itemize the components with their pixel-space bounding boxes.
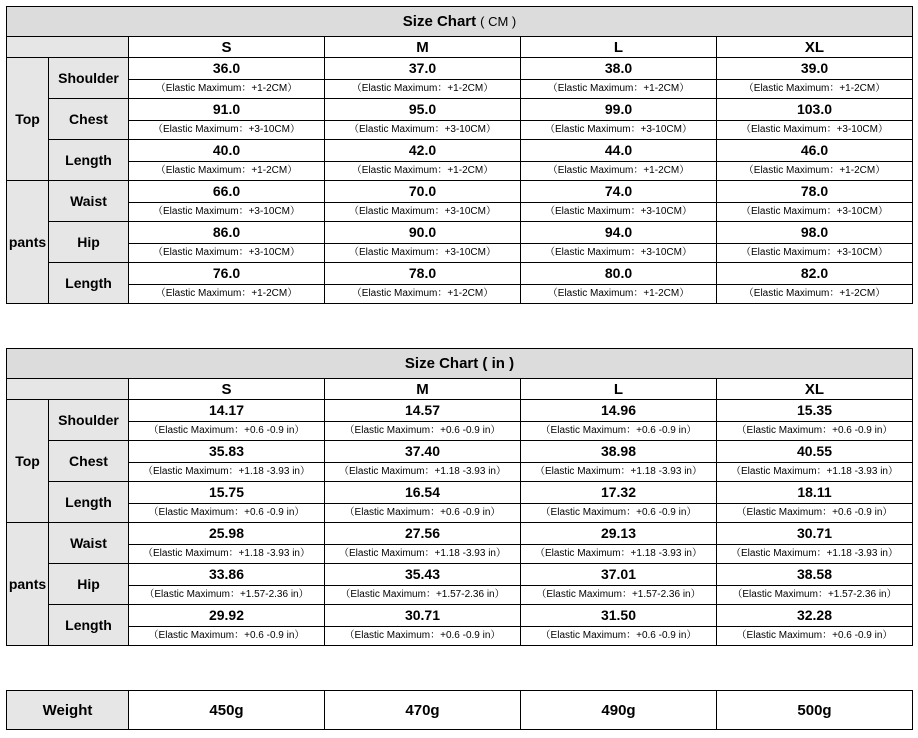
cm-measure-cell: [325, 263, 521, 304]
size-chart-in: [6, 348, 913, 646]
cm-elastic-note: （Elastic Maximum：+3-10CM）: [129, 243, 324, 262]
cm-measure-value: 76.0: [212, 265, 241, 281]
cm-measure-value: 99.0: [604, 101, 633, 117]
in-elastic-note: （Elastic Maximum：+0.6 -0.9 in）: [129, 503, 324, 522]
in-elastic-note: （Elastic Maximum：+1.18 -3.93 in）: [521, 462, 716, 481]
in-measure-value: 35.43: [404, 566, 441, 582]
weight-row: [7, 691, 913, 730]
in-measure-label: Length: [49, 605, 129, 646]
in-measure-value: 33.86: [208, 566, 245, 582]
in-elastic-note: （Elastic Maximum：+0.6 -0.9 in）: [325, 421, 520, 440]
cm-elastic-note: （Elastic Maximum：+1-2CM）: [325, 284, 520, 303]
in-elastic-note: （Elastic Maximum：+1.57-2.36 in）: [717, 585, 912, 604]
in-measure-value: 30.71: [796, 525, 833, 541]
in-measure-cell: [521, 564, 717, 605]
cm-measure-value: 66.0: [212, 183, 241, 199]
in-measure-cell: [717, 441, 913, 482]
cm-elastic-note: （Elastic Maximum：+3-10CM）: [521, 202, 716, 221]
cm-measure-value: 103.0: [796, 101, 833, 117]
cm-measure-cell: [521, 222, 717, 263]
in-elastic-note: （Elastic Maximum：+1.18 -3.93 in）: [717, 544, 912, 563]
cm-measure-cell: [129, 99, 325, 140]
cm-measure-row: [7, 99, 913, 140]
cm-measure-value: 91.0: [212, 101, 241, 117]
in-measure-row: [7, 441, 913, 482]
cm-elastic-note: （Elastic Maximum：+3-10CM）: [325, 120, 520, 139]
in-elastic-note: （Elastic Maximum：+0.6 -0.9 in）: [129, 421, 324, 440]
in-measure-cell: [129, 523, 325, 564]
cm-elastic-note: （Elastic Maximum：+3-10CM）: [717, 120, 912, 139]
cm-measure-value: 40.0: [212, 142, 241, 158]
cm-measure-value: 80.0: [604, 265, 633, 281]
in-elastic-note: （Elastic Maximum：+1.18 -3.93 in）: [129, 544, 324, 563]
in-measure-value: 14.17: [208, 402, 245, 418]
in-size-header-row: [7, 379, 913, 400]
cm-measure-cell: [129, 263, 325, 304]
in-measure-value: 18.11: [797, 484, 832, 500]
cm-measure-cell: [129, 140, 325, 181]
cm-measure-cell: [717, 222, 913, 263]
in-measure-cell: [717, 482, 913, 523]
in-size-header: L: [521, 379, 717, 400]
cm-elastic-note: （Elastic Maximum：+1-2CM）: [325, 161, 520, 180]
in-measure-label: Length: [49, 482, 129, 523]
in-chart-title: [7, 349, 913, 379]
weight-table: [6, 690, 913, 730]
in-measure-label: Waist: [49, 523, 129, 564]
cm-title-text: Size Chart: [402, 13, 477, 30]
in-measure-cell: [325, 441, 521, 482]
cm-measure-value: 37.0: [408, 60, 437, 76]
in-elastic-note: （Elastic Maximum：+0.6 -0.9 in）: [717, 626, 912, 645]
in-measure-cell: [325, 564, 521, 605]
in-measure-cell: [521, 523, 717, 564]
cm-elastic-note: （Elastic Maximum：+1-2CM）: [129, 79, 324, 98]
cm-measure-cell: [717, 263, 913, 304]
in-measure-value: 31.50: [600, 607, 637, 623]
cm-elastic-note: （Elastic Maximum：+1-2CM）: [129, 161, 324, 180]
cm-size-header: XL: [717, 37, 913, 58]
in-elastic-note: （Elastic Maximum：+1.18 -3.93 in）: [129, 462, 324, 481]
cm-measure-value: 42.0: [408, 142, 437, 158]
in-measure-cell: [717, 605, 913, 646]
cm-measure-value: 82.0: [800, 265, 829, 281]
in-size-header: S: [129, 379, 325, 400]
in-measure-cell: [521, 400, 717, 441]
cm-measure-row: [7, 181, 913, 222]
in-measure-cell: [129, 482, 325, 523]
in-measure-value: 29.13: [600, 525, 637, 541]
in-elastic-note: （Elastic Maximum：+1.18 -3.93 in）: [325, 544, 520, 563]
in-measure-value: 17.32: [600, 484, 637, 500]
cm-measure-value: 74.0: [604, 183, 633, 199]
size-chart-cm: [6, 6, 913, 304]
cm-chart-title: [7, 7, 913, 37]
in-measure-cell: [717, 523, 913, 564]
in-group-label: Top: [7, 400, 49, 523]
in-measure-value: 14.57: [404, 402, 441, 418]
in-measure-cell: [325, 605, 521, 646]
in-elastic-note: （Elastic Maximum：+0.6 -0.9 in）: [521, 421, 716, 440]
in-elastic-note: （Elastic Maximum：+0.6 -0.9 in）: [717, 421, 912, 440]
cm-measure-label: Chest: [49, 99, 129, 140]
in-elastic-note: （Elastic Maximum：+1.57-2.36 in）: [521, 585, 716, 604]
in-measure-value: 15.35: [796, 402, 833, 418]
in-elastic-note: （Elastic Maximum：+1.18 -3.93 in）: [521, 544, 716, 563]
cm-measure-row: [7, 140, 913, 181]
in-group-label: pants: [7, 523, 49, 646]
cm-elastic-note: （Elastic Maximum：+3-10CM）: [325, 243, 520, 262]
in-elastic-note: （Elastic Maximum：+0.6 -0.9 in）: [325, 503, 520, 522]
in-measure-value: 16.54: [404, 484, 441, 500]
cm-measure-cell: [717, 181, 913, 222]
in-measure-value: 27.56: [404, 525, 441, 541]
in-measure-row: [7, 482, 913, 523]
cm-measure-label: Length: [49, 140, 129, 181]
cm-measure-row: [7, 222, 913, 263]
cm-measure-value: 44.0: [604, 142, 633, 158]
cm-size-header-row: [7, 37, 913, 58]
in-measure-row: [7, 605, 913, 646]
cm-measure-cell: [325, 140, 521, 181]
cm-measure-value: 86.0: [212, 224, 241, 240]
cm-elastic-note: （Elastic Maximum：+1-2CM）: [521, 79, 716, 98]
cm-group-label: Top: [7, 58, 49, 181]
in-measure-label: Hip: [49, 564, 129, 605]
in-measure-label: Shoulder: [49, 400, 129, 441]
in-measure-cell: [521, 441, 717, 482]
cm-measure-value: 46.0: [800, 142, 829, 158]
cm-measure-cell: [521, 58, 717, 99]
cm-elastic-note: （Elastic Maximum：+1-2CM）: [325, 79, 520, 98]
in-elastic-note: （Elastic Maximum：+0.6 -0.9 in）: [521, 503, 716, 522]
cm-elastic-note: （Elastic Maximum：+3-10CM）: [325, 202, 520, 221]
cm-measure-row: [7, 58, 913, 99]
in-measure-value: 25.98: [208, 525, 245, 541]
cm-measure-value: 94.0: [604, 224, 633, 240]
cm-elastic-note: （Elastic Maximum：+3-10CM）: [521, 120, 716, 139]
cm-measure-cell: [717, 99, 913, 140]
cm-group-label: pants: [7, 181, 49, 304]
cm-size-header: S: [129, 37, 325, 58]
in-measure-cell: [129, 400, 325, 441]
cm-measure-value: 98.0: [800, 224, 829, 240]
cm-elastic-note: （Elastic Maximum：+3-10CM）: [129, 202, 324, 221]
in-measure-label: Chest: [49, 441, 129, 482]
in-measure-cell: [129, 441, 325, 482]
cm-measure-value: 78.0: [800, 183, 829, 199]
cm-elastic-note: （Elastic Maximum：+3-10CM）: [717, 202, 912, 221]
in-measure-row: [7, 400, 913, 441]
in-table-body: [7, 400, 913, 646]
cm-measure-cell: [717, 140, 913, 181]
in-measure-value: 30.71: [404, 607, 441, 623]
cm-table-body: [7, 58, 913, 304]
cm-measure-value: 78.0: [408, 265, 437, 281]
in-measure-cell: [521, 482, 717, 523]
in-measure-value: 29.92: [208, 607, 245, 623]
in-measure-value: 38.98: [600, 443, 637, 459]
cm-measure-value: 95.0: [408, 101, 437, 117]
cm-measure-label: Waist: [49, 181, 129, 222]
cm-elastic-note: （Elastic Maximum：+3-10CM）: [129, 120, 324, 139]
in-measure-value: 37.01: [600, 566, 637, 582]
in-measure-cell: [717, 400, 913, 441]
weight-label: Weight: [7, 691, 129, 730]
in-elastic-note: （Elastic Maximum：+1.57-2.36 in）: [129, 585, 324, 604]
cm-measure-cell: [129, 222, 325, 263]
in-measure-cell: [325, 523, 521, 564]
cm-size-header: L: [521, 37, 717, 58]
in-measure-cell: [129, 564, 325, 605]
in-elastic-note: （Elastic Maximum：+0.6 -0.9 in）: [717, 503, 912, 522]
cm-measure-cell: [521, 99, 717, 140]
cm-elastic-note: （Elastic Maximum：+3-10CM）: [521, 243, 716, 262]
cm-measure-label: Hip: [49, 222, 129, 263]
cm-measure-value: 36.0: [212, 60, 241, 76]
cm-measure-cell: [325, 181, 521, 222]
in-measure-value: 37.40: [404, 443, 441, 459]
in-elastic-note: （Elastic Maximum：+1.18 -3.93 in）: [717, 462, 912, 481]
cm-measure-cell: [129, 181, 325, 222]
in-elastic-note: （Elastic Maximum：+1.18 -3.93 in）: [325, 462, 520, 481]
cm-measure-cell: [129, 58, 325, 99]
cm-measure-cell: [325, 222, 521, 263]
cm-measure-cell: [717, 58, 913, 99]
cm-elastic-note: （Elastic Maximum：+3-10CM）: [717, 243, 912, 262]
weight-value: 500g: [717, 691, 913, 730]
cm-elastic-note: （Elastic Maximum：+1-2CM）: [521, 284, 716, 303]
in-measure-row: [7, 564, 913, 605]
cm-measure-row: [7, 263, 913, 304]
cm-title-unit: ( CM ): [480, 14, 517, 29]
in-measure-cell: [325, 482, 521, 523]
in-elastic-note: （Elastic Maximum：+0.6 -0.9 in）: [521, 626, 716, 645]
cm-elastic-note: （Elastic Maximum：+1-2CM）: [521, 161, 716, 180]
in-header-blank: [7, 379, 129, 400]
weight-value: 450g: [129, 691, 325, 730]
cm-measure-value: 70.0: [408, 183, 437, 199]
in-measure-cell: [717, 564, 913, 605]
cm-measure-label: Shoulder: [49, 58, 129, 99]
cm-elastic-note: （Elastic Maximum：+1-2CM）: [717, 79, 912, 98]
cm-size-header: M: [325, 37, 521, 58]
in-measure-value: 32.28: [796, 607, 833, 623]
cm-measure-cell: [325, 99, 521, 140]
in-measure-value: 35.83: [208, 443, 245, 459]
cm-measure-cell: [325, 58, 521, 99]
in-measure-cell: [325, 400, 521, 441]
in-elastic-note: （Elastic Maximum：+0.6 -0.9 in）: [325, 626, 520, 645]
cm-elastic-note: （Elastic Maximum：+1-2CM）: [129, 284, 324, 303]
in-measure-row: [7, 523, 913, 564]
in-elastic-note: （Elastic Maximum：+0.6 -0.9 in）: [129, 626, 324, 645]
in-measure-value: 38.58: [796, 566, 833, 582]
in-measure-cell: [521, 605, 717, 646]
cm-elastic-note: （Elastic Maximum：+1-2CM）: [717, 284, 912, 303]
cm-measure-value: 38.0: [604, 60, 633, 76]
in-measure-cell: [129, 605, 325, 646]
weight-value: 490g: [521, 691, 717, 730]
cm-measure-label: Length: [49, 263, 129, 304]
cm-measure-cell: [521, 140, 717, 181]
in-title-text: Size Chart ( in ): [404, 355, 515, 372]
cm-header-blank: [7, 37, 129, 58]
cm-measure-value: 90.0: [408, 224, 437, 240]
in-measure-value: 14.96: [600, 402, 637, 418]
cm-measure-value: 39.0: [800, 60, 829, 76]
in-elastic-note: （Elastic Maximum：+1.57-2.36 in）: [325, 585, 520, 604]
in-measure-value: 15.75: [208, 484, 245, 500]
in-measure-value: 40.55: [796, 443, 833, 459]
cm-measure-cell: [521, 263, 717, 304]
in-size-header: XL: [717, 379, 913, 400]
cm-elastic-note: （Elastic Maximum：+1-2CM）: [717, 161, 912, 180]
cm-measure-cell: [521, 181, 717, 222]
weight-value: 470g: [325, 691, 521, 730]
in-size-header: M: [325, 379, 521, 400]
